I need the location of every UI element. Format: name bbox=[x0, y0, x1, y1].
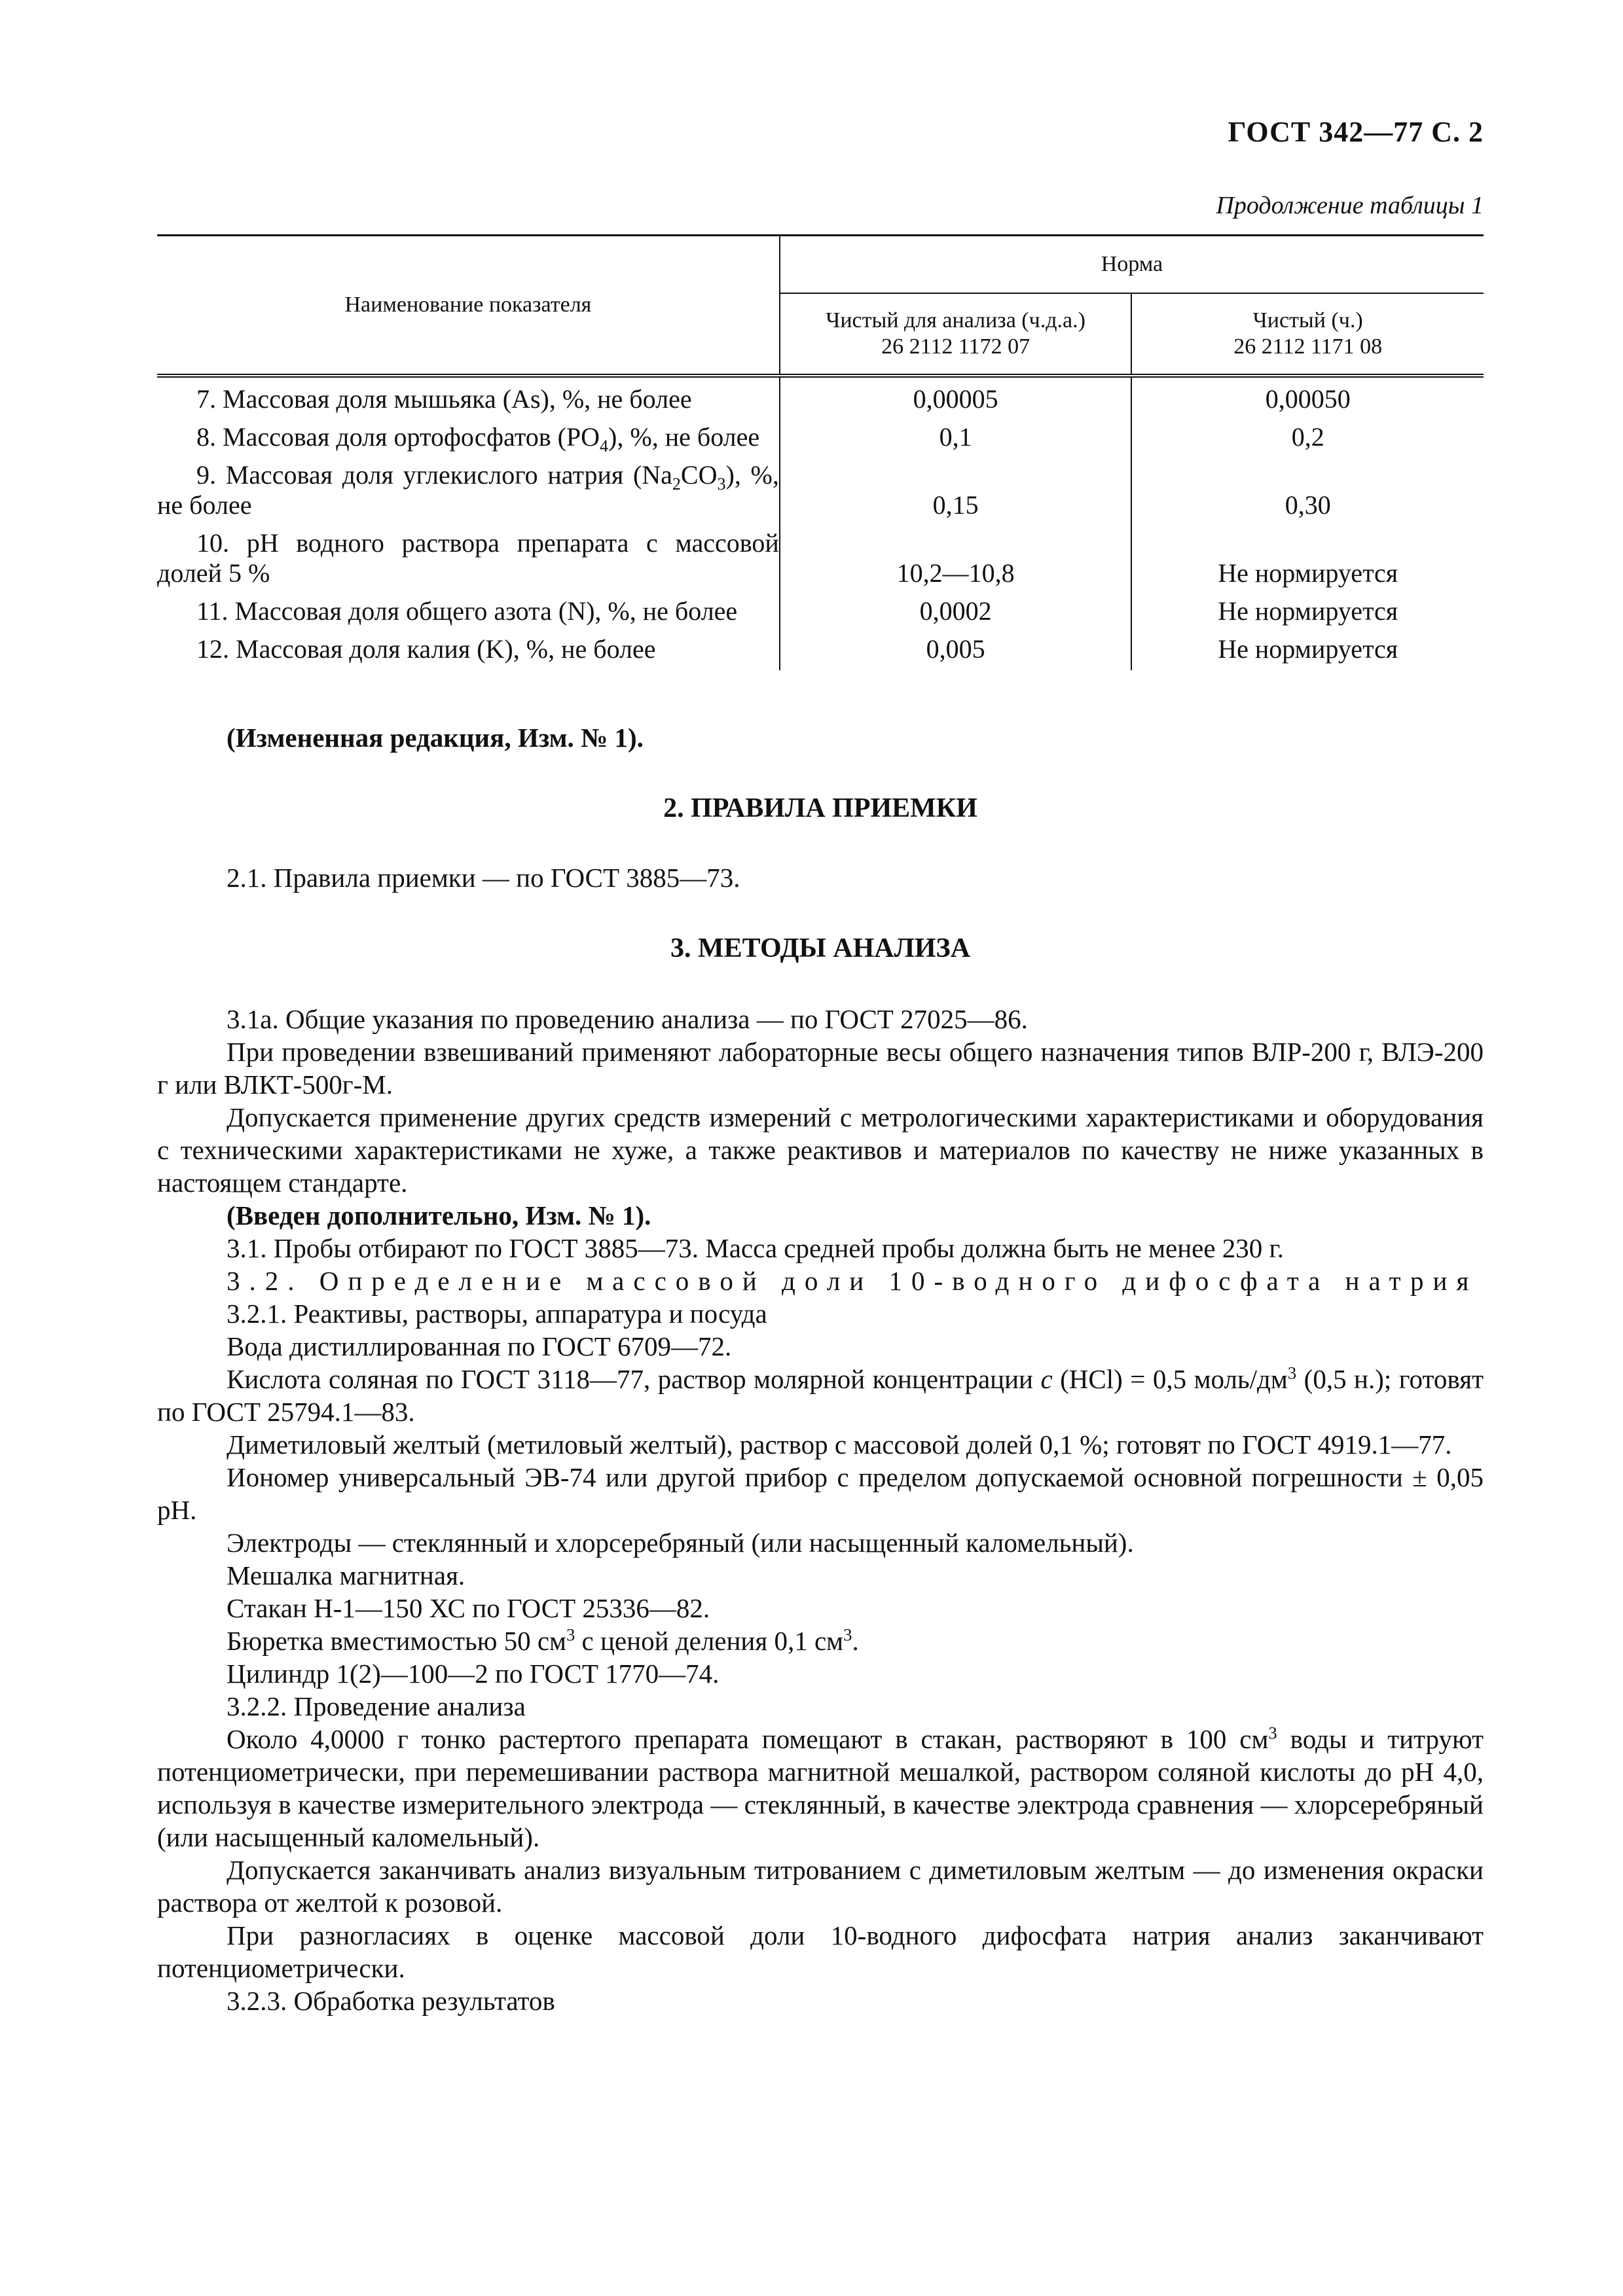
equipment-ionomer: Иономер универсальный ЭВ-74 или другой прибор с пределом допускаемой основной погрешности ± 0,05 pH. bbox=[157, 1462, 1484, 1525]
row-name: Массовая доля калия (K), %, не более bbox=[236, 634, 656, 664]
reagent-water: Вода дистиллированная по ГОСТ 6709—72. bbox=[227, 1331, 732, 1361]
row-number: 10. bbox=[196, 528, 229, 558]
row-value-b: 0,00050 bbox=[1131, 376, 1484, 420]
row-value-b: Не нормируется bbox=[1131, 594, 1484, 632]
row-value-a: 0,1 bbox=[780, 420, 1132, 458]
row-value-b: 0,2 bbox=[1131, 420, 1484, 458]
col-header-grade-b bbox=[1131, 293, 1484, 376]
clause-3-2-3: 3.2.3. Обработка результатов bbox=[227, 1986, 555, 2016]
grade-b-code: 26 2112 1171 08 bbox=[1233, 334, 1383, 359]
clause-3-1: 3.1. Пробы отбирают по ГОСТ 3885—73. Масса средней пробы должна быть не менее 230 г. bbox=[227, 1233, 1284, 1263]
paragraph-dispute: При разногласиях в оценке массовой доли 10-водного дифосфата натрия анализ заканчивают потенциометрически. bbox=[157, 1920, 1484, 1983]
table-row bbox=[157, 376, 1484, 420]
row-value-b: 0,30 bbox=[1131, 458, 1484, 526]
section-3-title: 3. МЕТОДЫ АНАЛИЗА bbox=[670, 933, 971, 963]
row-value-a: 0,15 bbox=[780, 458, 1132, 526]
amendment-note: (Введен дополнительно, Изм. № 1). bbox=[227, 1200, 651, 1230]
col-header-norm: Норма bbox=[780, 236, 1484, 294]
equipment-beaker: Стакан Н-1—150 ХС по ГОСТ 25336—82. bbox=[227, 1593, 710, 1623]
row-value-a: 0,0002 bbox=[780, 594, 1132, 632]
table-row bbox=[157, 458, 1484, 526]
amendment-note: (Измененная редакция, Изм. № 1). bbox=[227, 723, 644, 753]
spec-table bbox=[157, 234, 1484, 670]
paragraph-allowance: Допускается применение других средств измерений с метрологическими характеристиками и оборудования с техническими характеристиками не хуже, а также реактивов и материалов по качеству не ниже указанных в настоящем стандарте. bbox=[157, 1102, 1484, 1198]
col-header-grade-a bbox=[780, 293, 1132, 376]
equipment-cylinder: Цилиндр 1(2)—100—2 по ГОСТ 1770—74. bbox=[227, 1659, 720, 1689]
row-number: 8. bbox=[196, 422, 216, 452]
row-value-b: Не нормируется bbox=[1131, 632, 1484, 670]
col-header-name: Наименование показателя bbox=[157, 236, 780, 376]
reagent-indicator: Диметиловый желтый (метиловый желтый), раствор с массовой долей 0,1 %; готовят по ГОСТ 4919.1—77. bbox=[227, 1429, 1452, 1460]
clause-3-1a: 3.1а. Общие указания по проведению анализа — по ГОСТ 27025—86. bbox=[227, 1004, 1028, 1034]
paragraph-weighing: При проведении взвешиваний применяют лабораторные весы общего назначения типов ВЛР-200 г, ВЛЭ-200 г или ВЛКТ-500г-М. bbox=[157, 1037, 1484, 1100]
row-number: 11. bbox=[196, 596, 228, 626]
grade-b-name: Чистый (ч.) bbox=[1252, 308, 1363, 332]
row-name: pH водного раствора препарата с массовой долей 5 % bbox=[157, 528, 779, 588]
row-number: 7. bbox=[196, 384, 216, 414]
table-continuation-label: Продолжение таблицы 1 bbox=[1216, 192, 1484, 219]
row-number: 9. bbox=[196, 460, 216, 490]
row-value-a: 10,2—10,8 bbox=[780, 526, 1132, 594]
clause-3-2: 3.2. Определение массовой доли 10-водного дифосфата натрия bbox=[227, 1266, 1478, 1296]
equipment-burette: Бюретка вместимостью 50 $см^3$ с ценой деления 0,1 $см^3$. bbox=[227, 1624, 859, 1656]
table-row bbox=[157, 594, 1484, 632]
reagent-acid: Кислота соляная по ГОСТ 3118—77, раствор молярной концентрации c (HCl) = 0,5 моль/$дм^3$ (0,5 н.); готовят по ГОСТ 25794.1—83. bbox=[157, 1363, 1484, 1427]
row-number: 12. bbox=[196, 634, 229, 664]
clause-2-1: 2.1. Правила приемки — по ГОСТ 3885—73. bbox=[227, 863, 740, 893]
row-name: Массовая доля общего азота (N), %, не более bbox=[234, 596, 738, 626]
row-value-a: 0,005 bbox=[780, 632, 1132, 670]
table-row bbox=[157, 632, 1484, 670]
procedure-paragraph: Около 4,0000 г тонко растертого препарата помещают в стакан, растворяют в 100 $см^3$ воды и титруют потенциометрически, при перемешивании раствора магнитной мешалкой, раствором соляной кислоты до pH 4,0, используя в качестве измерительного электрода — стеклянный, в качестве электрода сравнения — хлорсеребряный (или насыщенный каломельный). bbox=[157, 1723, 1484, 1852]
table-row bbox=[157, 420, 1484, 458]
equipment-stirrer: Мешалка магнитная. bbox=[227, 1560, 465, 1590]
table-row bbox=[157, 526, 1484, 594]
row-value-a: 0,00005 bbox=[780, 376, 1132, 420]
row-value-b: Не нормируется bbox=[1131, 526, 1484, 594]
section-2-title: 2. ПРАВИЛА ПРИЕМКИ bbox=[663, 793, 977, 823]
equipment-electrodes: Электроды — стеклянный и хлорсеребряный (или насыщенный каломельный). bbox=[227, 1528, 1134, 1558]
row-name: Массовая доля углекислого натрия $(Na_2CO_3)$, %, не более bbox=[157, 460, 779, 520]
grade-a-code: 26 2112 1172 07 bbox=[881, 334, 1030, 359]
grade-a-name: Чистый для анализа (ч.д.а.) bbox=[826, 308, 1085, 332]
paragraph-visual-titration: Допускается заканчивать анализ визуальным титрованием с диметиловым желтым — до изменения окраски раствора от желтой к розовой. bbox=[157, 1855, 1484, 1918]
clause-3-2-1: 3.2.1. Реактивы, растворы, аппаратура и посуда bbox=[227, 1299, 767, 1329]
clause-3-2-2: 3.2.2. Проведение анализа bbox=[227, 1691, 526, 1721]
page-reference: ГОСТ 342—77 С. 2 bbox=[1228, 116, 1484, 148]
row-name: Массовая доля мышьяка (As), %, не более bbox=[223, 384, 692, 414]
document-body bbox=[157, 721, 1484, 2017]
row-name: Массовая доля ортофосфатов $(PO_4)$, %, не более bbox=[223, 422, 760, 456]
